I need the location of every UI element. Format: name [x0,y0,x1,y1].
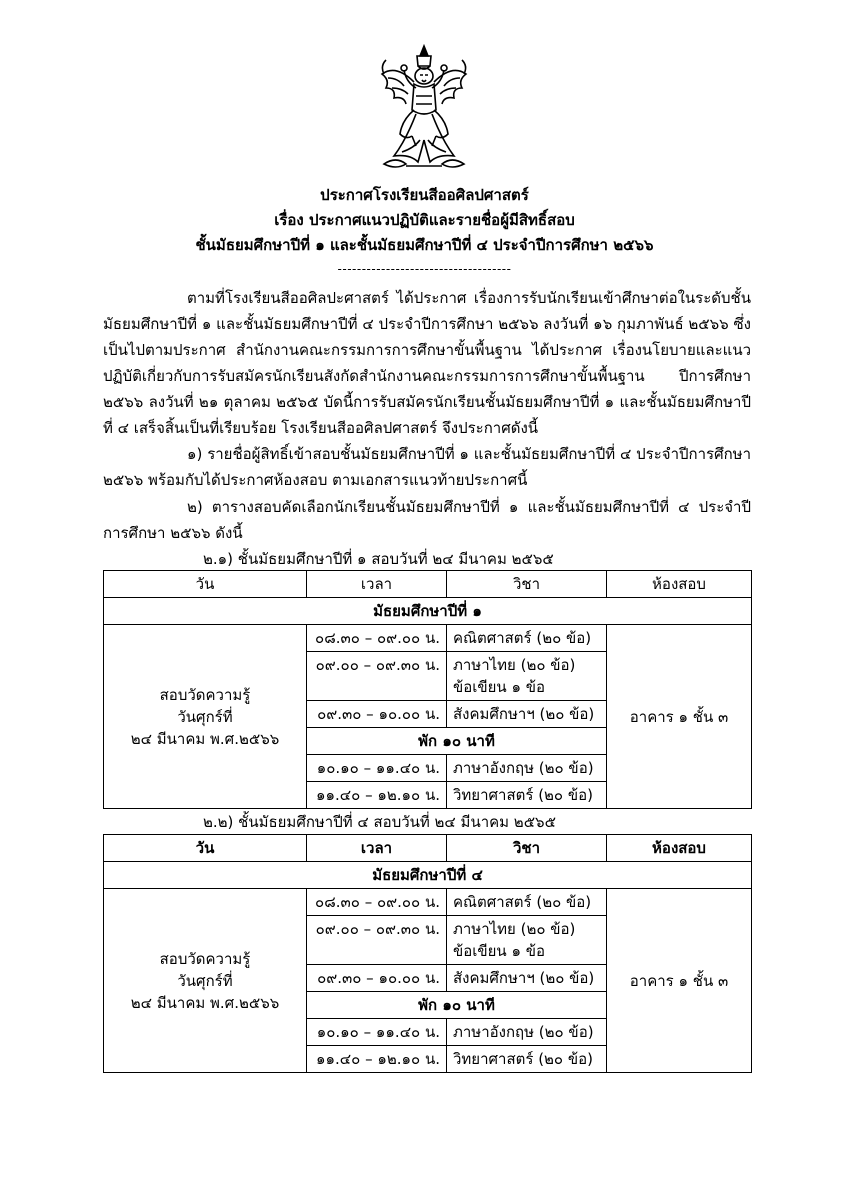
subject-cell: คณิตศาสตร์ (๒๐ ข้อ) [447,889,607,916]
subject-cell: ภาษาอังกฤษ (๒๐ ข้อ) [447,755,607,782]
table-row [104,889,752,916]
exam-day-line: ๒๔ มีนาคม พ.ศ.๒๕๖๖ [130,729,280,748]
exam-day-line: วันศุกร์ที่ [177,707,233,726]
subject-line: ภาษาไทย (๒๐ ข้อ) [453,920,576,938]
time-cell: ๐๙.๐๐ – ๐๙.๓๐ น. [307,916,447,965]
column-header-time: เวลา [307,571,447,598]
announcement-title: ประกาศโรงเรียนสีออศิลปศาสตร์ [320,186,529,204]
level-row [104,598,752,625]
break-label: พัก ๑๐ นาที [307,992,607,1019]
time-cell: ๐๘.๓๐ – ๐๙.๐๐ น. [307,889,447,916]
time-cell: ๐๙.๓๐ – ๑๐.๐๐ น. [307,965,447,992]
level-label: มัธยมศึกษาปีที่ ๔ [104,862,752,889]
exam-day-line: สอบวัดความรู้ [159,685,251,704]
time-cell: ๑๑.๔๐ – ๑๒.๑๐ น. [307,782,447,809]
subject-line: ข้อเขียน ๑ ข้อ [453,942,546,960]
time-cell: ๑๑.๔๐ – ๑๒.๑๐ น. [307,1046,447,1073]
announcement-scope: ชั้นมัธยมศึกษาปีที่ ๑ และชั้นมัธยมศึกษาปีที่ ๔ ประจำปีการศึกษา ๒๕๖๖ [195,236,654,254]
time-cell: ๐๙.๓๐ – ๑๐.๐๐ น. [307,701,447,728]
column-header-room: ห้องสอบ [607,571,752,598]
exam-day-line: วันศุกร์ที่ [177,971,233,990]
exam-room-cell: อาคาร ๑ ชั้น ๓ [607,889,752,1073]
table-header-row [104,835,752,862]
column-header-room: ห้องสอบ [607,835,752,862]
garuda-emblem-icon [376,44,472,172]
subject-cell: คณิตศาสตร์ (๒๐ ข้อ) [447,625,607,652]
exam-schedule-table-m4 [103,834,752,1073]
exam-schedule-table-m1 [103,570,752,809]
column-header-subject: วิชา [447,835,607,862]
time-cell: ๑๐.๑๐ – ๑๑.๔๐ น. [307,755,447,782]
table-row [104,625,752,652]
level-row [104,862,752,889]
column-header-subject: วิชา [447,571,607,598]
break-label: พัก ๑๐ นาที [307,728,607,755]
subject-cell [447,916,607,965]
exam-day-cell [104,625,307,809]
subject-cell [447,652,607,701]
header-divider: ------------------------------------ [337,262,512,276]
section-2-title: ๒.๒) ชั้นมัธยมศึกษาปีที่ ๔ สอบวันที่ ๒๔ มีนาคม ๒๕๖๕ [203,813,556,831]
subject-cell: สังคมศึกษาฯ (๒๐ ข้อ) [447,701,607,728]
section-1-title: ๒.๑) ชั้นมัธยมศึกษาปีที่ ๑ สอบวันที่ ๒๔ มีนาคม ๒๕๖๕ [203,550,554,568]
table-header-row [104,571,752,598]
time-cell: ๐๘.๓๐ – ๐๙.๐๐ น. [307,625,447,652]
column-header-time: เวลา [307,835,447,862]
subject-cell: วิทยาศาสตร์ (๒๐ ข้อ) [447,782,607,809]
subject-line: ข้อเขียน ๑ ข้อ [453,678,546,696]
subject-line: ภาษาไทย (๒๐ ข้อ) [453,656,576,674]
exam-day-line: ๒๔ มีนาคม พ.ศ.๒๕๖๖ [130,993,280,1012]
level-label: มัธยมศึกษาปีที่ ๑ [104,598,752,625]
exam-day-line: สอบวัดความรู้ [159,949,251,968]
column-header-day: วัน [104,571,307,598]
subject-cell: สังคมศึกษาฯ (๒๐ ข้อ) [447,965,607,992]
announcement-subject: เรื่อง ประกาศแนวปฏิบัติและรายชื่อผู้มีสิทธิ์สอบ [274,211,575,229]
intro-paragraph: ตามที่โรงเรียนสีออศิลปะศาสตร์ ได้ประกาศ เรื่องการรับนักเรียนเข้าศึกษาต่อในระดับชั้นมัธยมศึกษาปีที่ ๑ และชั้นมัธยมศึกษาปีที่ ๔ ประจำปีการศึกษา ๒๕๖๖ ลงวันที่ ๑๖ กุมภาพันธ์ ๒๕๖๖ ซึ่งเป็นไปตามประกาศ สำนักงานคณะกรรมการการศึกษาขั้นพื้นฐาน ได้ประกาศ เรื่องนโยบายและแนวปฏิบัติเกี่ยวกับการรับสมัครนักเรียนสังกัดสำนักงานคณะกรรมการการศึกษาขั้นพื้นฐาน ปีการศึกษา ๒๕๖๖ ลงวันที่ ๒๑ ตุลาคม ๒๕๖๕ บัดนี้การรับสมัครนักเรียนชั้นมัธยมศึกษาปีที่ ๑ และชั้นมัธยมศึกษาปีที่ ๔ เสร็จสิ้นเป็นที่เรียบร้อย โรงเรียนสีออศิลปศาสตร์ จึงประกาศดังนี้ [103,289,751,437]
subject-cell: วิทยาศาสตร์ (๒๐ ข้อ) [447,1046,607,1073]
exam-day-cell [104,889,307,1073]
subject-cell: ภาษาอังกฤษ (๒๐ ข้อ) [447,1019,607,1046]
time-cell: ๐๙.๐๐ – ๐๙.๓๐ น. [307,652,447,701]
item-1-paragraph: ๑) รายชื่อผู้สิทธิ์เข้าสอบชั้นมัธยมศึกษาปีที่ ๑ และชั้นมัธยมศึกษาปีที่ ๔ ประจำปีการศึกษา ๒๕๖๖ พร้อมกับได้ประกาศห้องสอบ ตามเอกสารแนวท้ายประกาศนี้ [103,445,751,489]
time-cell: ๑๐.๑๐ – ๑๑.๔๐ น. [307,1019,447,1046]
column-header-day: วัน [104,835,307,862]
item-2-paragraph: ๒) ตารางสอบคัดเลือกนักเรียนชั้นมัธยมศึกษาปีที่ ๑ และชั้นมัธยมศึกษาปีที่ ๔ ประจำปีการศึกษา ๒๕๖๖ ดังนี้ [103,498,751,542]
exam-room-cell: อาคาร ๑ ชั้น ๓ [607,625,752,809]
